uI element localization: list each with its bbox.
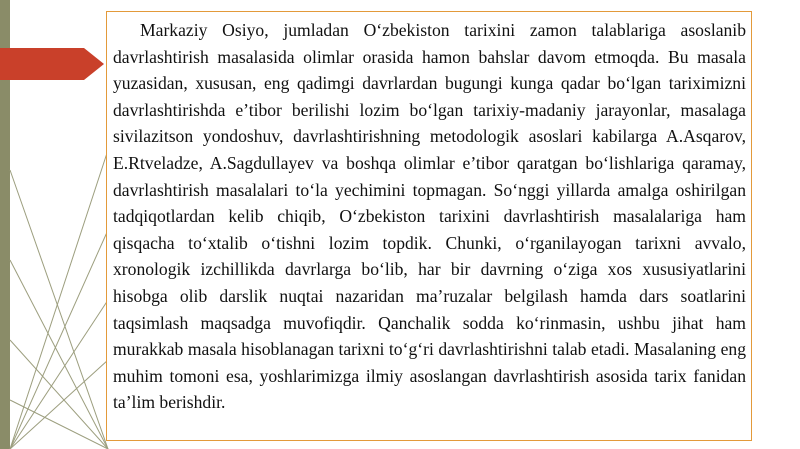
body-paragraph: Markaziy Osiyo, jumladan O‘zbekiston tarixini zamon talablariga asoslanib davrlashtirish masalasida olimlar orasida hamon bahslar davom etmoqda. Bu masala yuzasidan, xususan, eng qadimgi davrlardan bugungi kunga qadar bo‘lgan tariximizni davrlashtirishda e’tibor berilishi lozim bo‘lgan tarixiy-madaniy jarayonlar, masalaga sivilazitson yondoshuv, davrlashtirishning metodologik asoslari kabilarga A.Asqarov, E.Rtveladze, A.Sagdullayev va boshqa olimlar e’tibor qaratgan bo‘lishlariga qaramay, davrlashtirish masalalari to‘la yechimini topmagan. So‘nggi yillarda amalga oshirilgan tadqiqotlardan kelib chiqib, O‘zbekiston tarixini davrlashtirish masalalariga ham qisqacha to‘xtalib o‘tishni lozim topdik. Chunki, o‘rganilayogan tarixni avvalo, xronologik izchillikda davrlarga bo‘lib, har bir davrning o‘ziga xos xususiyatlarini hisobga olib darslik nuqtai nazaridan ma’ruzalar belgilash hamda dars soatlarini taqsimlash maqsadga muvofiqdir. Qanchalik sodda ko‘rinmasin, ushbu jihat ham murakkab masala hisoblanagan tarixni to‘g‘ri davrlashtirishni talab etadi. Masalaning eng muhim tomoni esa, yoshlarimizga ilmiy asoslangan davrlashtirish asosida tarix fanidan ta’lim berishdir. — [113, 20, 746, 413]
text-box — [106, 11, 752, 441]
arrow-ribbon-icon — [0, 48, 104, 80]
